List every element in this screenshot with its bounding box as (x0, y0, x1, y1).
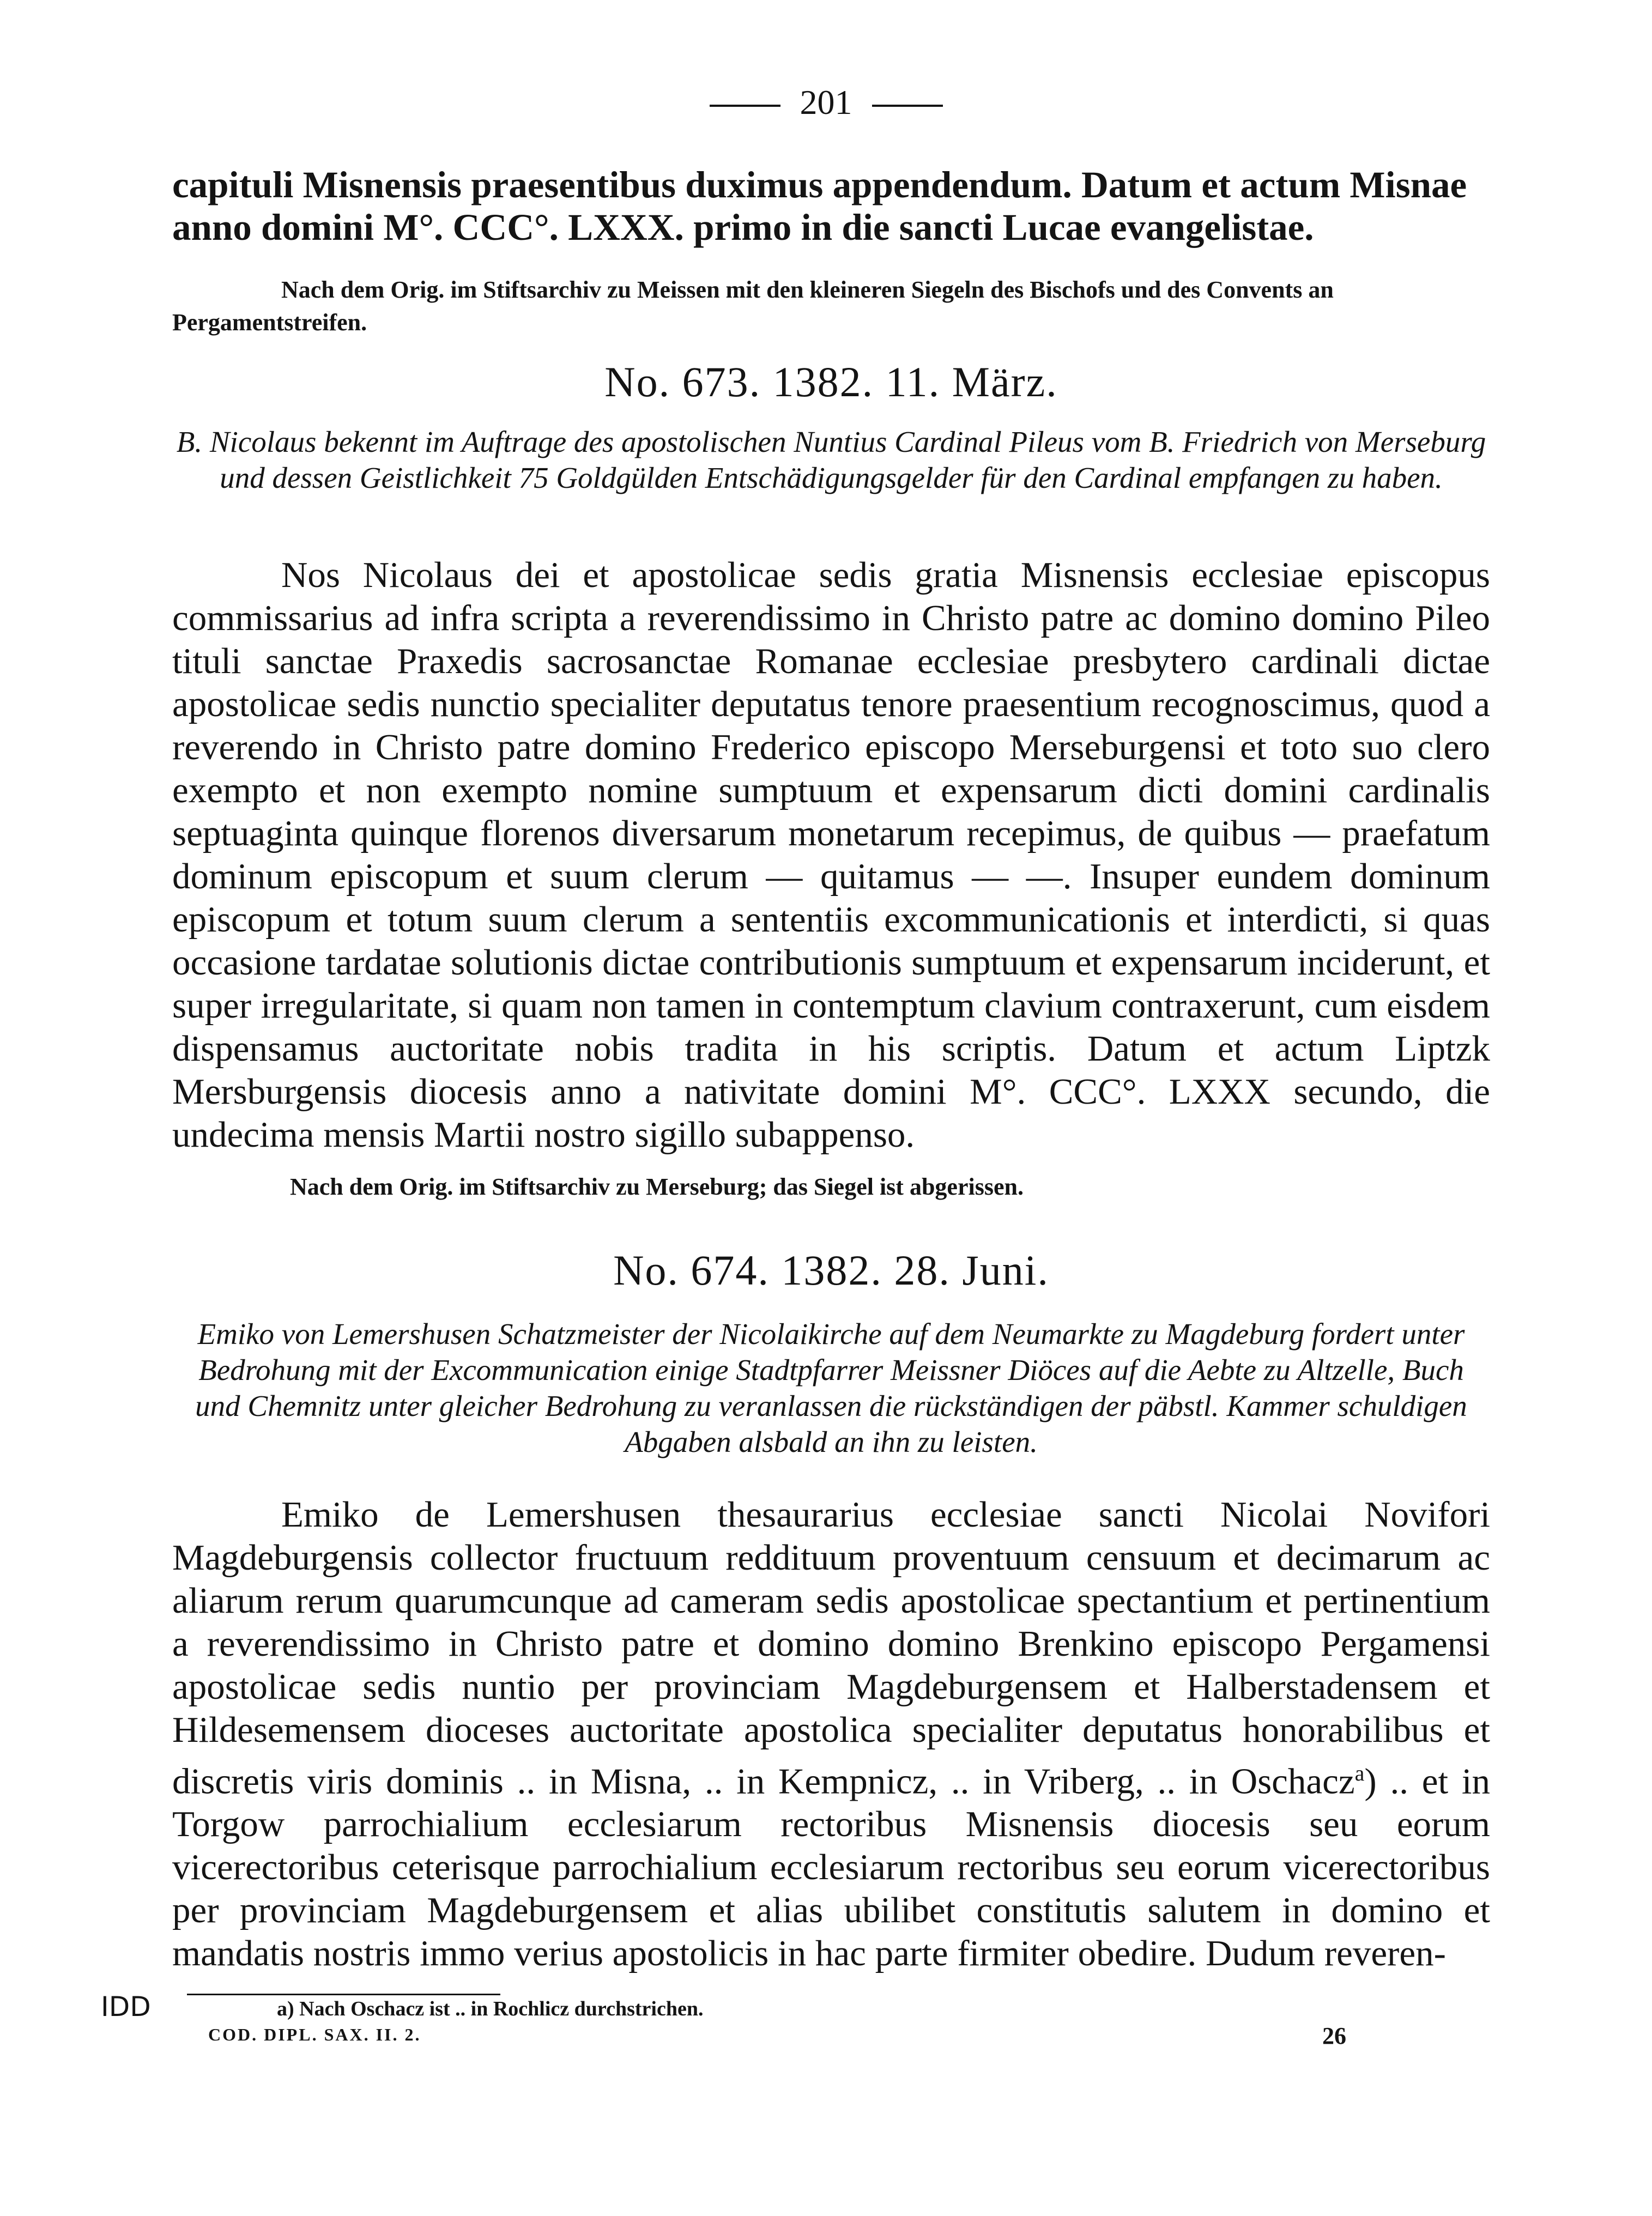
document-text-674 (172, 1493, 1490, 1975)
document-heading-674: No. 674. 1382. 28. Juni. (613, 1246, 1049, 1294)
footnote: a) Nach Oschacz ist .. in Rochlicz durchstrichen. (277, 1997, 704, 2020)
document-text-673: Nos Nicolaus dei et apostolicae sedis gratia Misnensis ecclesiae episcopus commissarius ad infra scripta a reverendissimo in Christo patre ac domino domino Pileo tituli sanctae Praxedis sacrosanctae Romanae ecclesiae presbytero cardinali dictae apostolicae sedis nunctio specialiter deputatus tenore praesentium recognoscimus, quod a reverendo in Christo patre domino Frederico episcopo Merseburgensi et toto suo clero exempto et non exempto nomine sumptuum et expensarum dicti domini cardinalis septuaginta quinque florenos diversarum monetarum recepimus, de quibus — praefatum dominum episcopum et suum clerum — quitamus — —. Insuper eundem dominum episcopum et totum suum clerum a sententiis excommunicationis et interdicti, si quas occasione tardatae solutionis dictae contributionis sumptuum et expensarum inciderunt, et super irregularitate, si quam non tamen in contemptum clavium contraxerunt, cum eisdem dispensamus auctoritate nobis tradita in his scriptis. Datum et actum Liptzk Mersburgensis diocesis anno a nativitate domini M°. CCC°. LXXX secundo, die undecima mensis Martii nostro sigillo subappenso. (172, 555, 1490, 1155)
header-rule-right (872, 105, 943, 107)
page-header (0, 81, 1652, 124)
document-heading-673: No. 673. 1382. 11. März. (604, 358, 1058, 405)
signature-number: 26 (1322, 2023, 1346, 2049)
footnote-rule (187, 1994, 500, 1995)
source-note-673: Nach dem Orig. im Stiftsarchiv zu Merseburg; das Siegel ist abgerissen. (290, 1173, 1024, 1200)
document-text-674-part2: ) .. et in Torgow parrochialium ecclesiarum rectoribus Misnensis diocesis seu eorum vicerectoribus ceterisque parrochialium ecclesiarum rectoribus seu eorum vicerectoribus per provinciam Magdeburgensem et alias ubilibet constitutis salutem in domino et mandatis nostris immo verius apostolicis in hac parte firmiter obedire. Dudum reveren- (172, 1761, 1490, 1974)
document-abstract-673: B. Nicolaus bekennt im Auftrage des apostolischen Nuntius Cardinal Pileus vom B. Friedrich von Merseburg und dessen Geistlichkeit 75 Goldgülden Entschädigungsgelder für den Cardinal empfangen zu haben. (176, 425, 1486, 494)
footnote-marker: a (1354, 1761, 1365, 1785)
document-abstract-674: Emiko von Lemershusen Schatzmeister der Nicolaikirche auf dem Neumarkte zu Magdeburg fordert unter Bedrohung mit der Excommunication einige Stadtpfarrer Meissner Diöces auf die Aebte zu Altzelle, Buch und Chemnitz unter gleicher Bedrohung zu veranlassen die rückständigen der päbstl. Kammer schuldigen Abgaben alsbald an ihn zu leisten. (195, 1317, 1467, 1458)
header-rule-left (710, 105, 780, 107)
page-number: 201 (800, 83, 852, 122)
codex-label: COD. DIPL. SAX. II. 2. (208, 2025, 421, 2044)
document-text-674-part1: Emiko de Lemershusen thesaurarius ecclesiae sancti Nicolai Novifori Magdeburgensis collector fructuum reddituum proventuum censuum et decimarum ac aliarum rerum quarumcunque ad cameram sedis apostolicae spectantium et pertinentium a reverendissimo in Christo patre et domino domino Brenkino episcopo Pergamensi apostolicae sedis nuntio per provinciam Magdeburgensem et Halberstadensem et Hildesemensem dioceses auctoritate apostolica specialiter deputatus honorabilibus et discretis viris dominis .. in Misna, .. in Kempnicz, .. in Vriberg, .. in Oschacz (172, 1494, 1490, 1802)
margin-mark: IDD (101, 1991, 151, 2023)
continuation-text: capituli Misnensis praesentibus duximus appendendum. Datum et actum Misnae anno domini M°. CCC°. LXXX. primo in die sancti Lucae evangelistae. (172, 164, 1467, 248)
source-note-672: Nach dem Orig. im Stiftsarchiv zu Meissen mit den kleineren Siegeln des Bischofs und des Convents an Pergamentstreifen. (172, 276, 1334, 336)
